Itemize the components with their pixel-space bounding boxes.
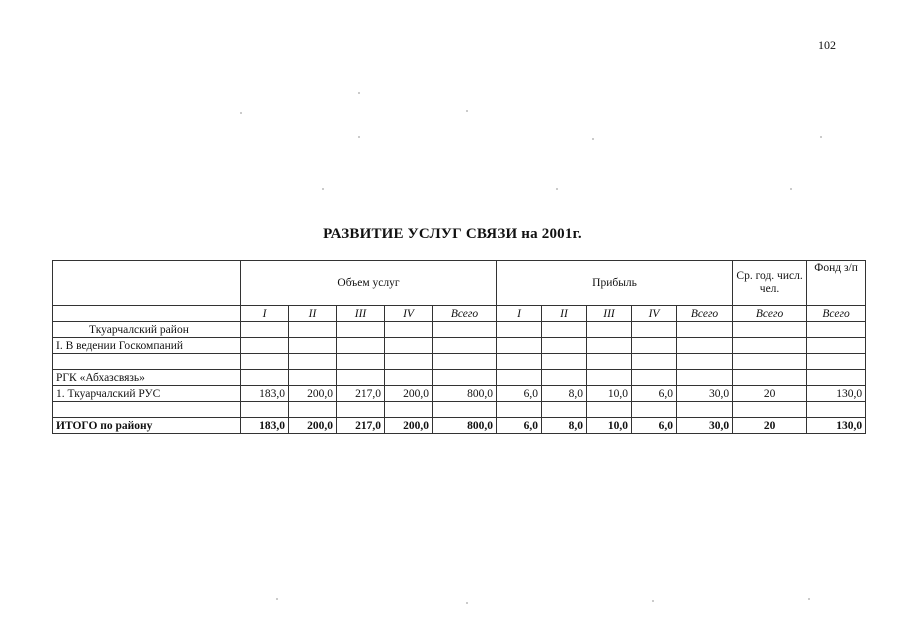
header-row-subheaders xyxy=(53,306,866,322)
scan-speck xyxy=(466,110,468,112)
value-cell: 8,0 xyxy=(542,386,587,402)
blank-row xyxy=(53,402,866,418)
value-cell: 200,0 xyxy=(385,386,433,402)
org-row xyxy=(53,370,866,386)
group-label: I. В ведении Госкомпаний xyxy=(53,338,241,354)
value-cell: 30,0 xyxy=(677,386,733,402)
total-label: ИТОГО по району xyxy=(53,418,241,434)
value-cell: 20 xyxy=(733,386,807,402)
scan-speck xyxy=(808,598,810,600)
subheader-cell: Всего xyxy=(433,306,497,322)
subheader-cell: Всего xyxy=(807,306,866,322)
header-staff: Ср. год. числ. чел. xyxy=(733,261,807,306)
scan-speck xyxy=(820,136,822,138)
subheader-cell: III xyxy=(587,306,632,322)
document-title: РАЗВИТИЕ УСЛУГ СВЯЗИ на 2001г. xyxy=(323,226,582,242)
value-cell: 130,0 xyxy=(807,386,866,402)
scan-speck xyxy=(556,188,558,190)
subheader-cell: III xyxy=(337,306,385,322)
page-number: 102 xyxy=(818,38,836,52)
total-cell: 10,0 xyxy=(587,418,632,434)
scan-speck xyxy=(358,92,360,94)
header-row-groups xyxy=(53,261,866,306)
scan-speck xyxy=(790,188,792,190)
scan-speck xyxy=(592,138,594,140)
subheader-cell: Всего xyxy=(733,306,807,322)
value-cell: 183,0 xyxy=(241,386,289,402)
group-row xyxy=(53,338,866,354)
table-row xyxy=(53,386,866,402)
scan-speck xyxy=(358,136,360,138)
header-fund: Фонд з/п xyxy=(807,261,866,306)
org-label: РГК «Абхазсвязь» xyxy=(53,370,241,386)
subheader-cell: Всего xyxy=(677,306,733,322)
total-cell: 183,0 xyxy=(241,418,289,434)
total-cell: 6,0 xyxy=(497,418,542,434)
scan-speck xyxy=(652,600,654,602)
subheader-cell: II xyxy=(289,306,337,322)
header-volume: Объем услуг xyxy=(241,261,497,306)
total-cell: 8,0 xyxy=(542,418,587,434)
scan-speck xyxy=(322,188,324,190)
scan-speck xyxy=(276,598,278,600)
total-cell: 30,0 xyxy=(677,418,733,434)
value-cell: 6,0 xyxy=(632,386,677,402)
blank-row xyxy=(53,354,866,370)
scan-speck xyxy=(466,602,468,604)
value-cell: 10,0 xyxy=(587,386,632,402)
value-cell: 6,0 xyxy=(497,386,542,402)
total-cell: 6,0 xyxy=(632,418,677,434)
services-table xyxy=(52,260,866,434)
value-cell: 800,0 xyxy=(433,386,497,402)
scan-speck xyxy=(240,112,242,114)
value-cell: 217,0 xyxy=(337,386,385,402)
total-cell: 20 xyxy=(733,418,807,434)
total-cell: 130,0 xyxy=(807,418,866,434)
subheader-cell: I xyxy=(497,306,542,322)
subheader-blank xyxy=(53,306,241,322)
value-cell: 200,0 xyxy=(289,386,337,402)
total-cell: 200,0 xyxy=(385,418,433,434)
header-profit: Прибыль xyxy=(497,261,733,306)
subheader-cell: IV xyxy=(385,306,433,322)
total-cell: 800,0 xyxy=(433,418,497,434)
total-cell: 217,0 xyxy=(337,418,385,434)
total-row xyxy=(53,418,866,434)
row-label: 1. Ткуарчалский РУС xyxy=(53,386,241,402)
total-cell: 200,0 xyxy=(289,418,337,434)
section-row xyxy=(53,322,866,338)
section-label: Ткуарчалский район xyxy=(53,322,241,338)
header-blank xyxy=(53,261,241,306)
subheader-cell: IV xyxy=(632,306,677,322)
subheader-cell: I xyxy=(241,306,289,322)
subheader-cell: II xyxy=(542,306,587,322)
